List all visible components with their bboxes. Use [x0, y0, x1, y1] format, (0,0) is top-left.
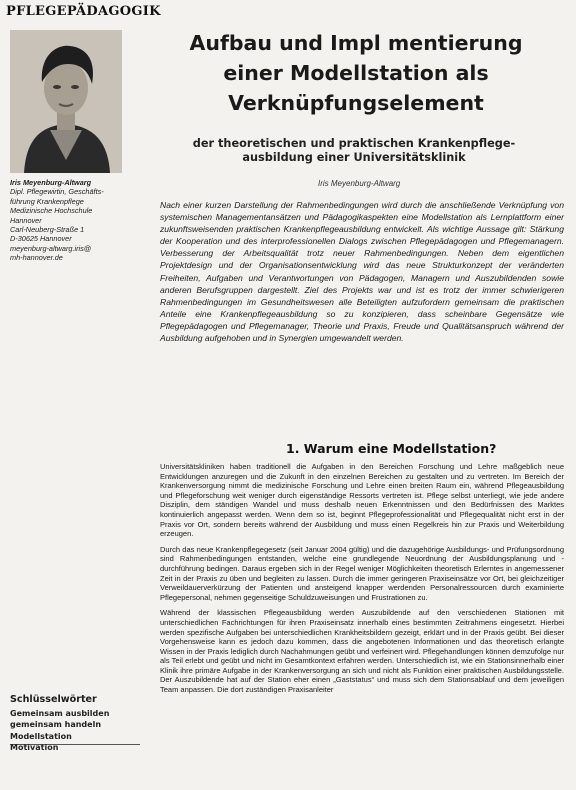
author-line: führung Krankenpflege: [10, 196, 84, 206]
author-email: meyenburg-altwarg.iris@: [10, 243, 92, 253]
body-paragraph: Durch das neue Krankenpflegegesetz (seit Januar 2004 gültig) und die dazugehörige Ausbildungs- und Prüfungsordnung sind Rahmenbedingungen entstanden, welche eine grundlegende Neuordnung der Ausbildungsplanung und -durchführung bedingen. Daraus ergeben sich in der Regel weniger Möglichkeiten theoretisch Erlerntes in angemessener Zeit in der Praxis zu üben und begleiten zu lassen. Durch die immer geringeren Praxiseinsätze vor Ort, bei gleichzeitiger Verweildauerverkürzung der Patienten und ansteigend knapper werdenden Personalressourcen durch examinierte Pflegepersonal, nehmen gegenseitige Schuldzuweisungen und Frustrationen zu.: [160, 544, 564, 602]
author-line: Carl-Neuberg-Straße 1: [10, 225, 85, 235]
keyword-item: Gemeinsam ausbilden: [10, 709, 110, 719]
article-subtitle: [168, 137, 540, 165]
abstract-text: Nach einer kurzen Darstellung der Rahmenbedingungen wird durch die anschließende Verknüpfung von systemischen Managementansätzen und Pädagogikaspekten eine Modellstation als Lernplattform einer zukunftsweisenden praktischen Krankenpflegeausbildung entwickelt. Als wichtige Aussage gilt: Stärkung der Kooperation und des interprofessionellen Dialogs zwischen Pflegepädagogen und Pflegemanagern. Verbesserung der Arbeitsqualität trotz neuer Rahmenbedingungen. Neben dem eigentlichen Projektdesign und der Organisationsentwicklung wird das neue Strukturkonzept der veränderten Freiheiten, Aufgaben und Verantwortungen von Pädagogen, Managern und Auszubildenden sowie anderen Berufsgruppen dargestellt. Ziel des Projekts war und ist es trotz der immer schwierigeren Rahmenbedingungen im Gesundheitswesen alle Beteiligten aufzufordern gemeinsam die praktischen Anteile eine Krankenpflegeausbildung so zu konzipieren, dass scheinbare Gegensätze wie Pflegepädagogen und Pflegemanager, Theorie und Praxis, Freude und Qualitätsanspruch während der Ausbildung aufgehoben und in Synergien umgewandelt werden.: [160, 200, 564, 344]
title-line-2: einer Modellstation als: [223, 61, 489, 85]
abstract: [160, 199, 564, 344]
title-line-3: Verknüpfungselement: [228, 91, 484, 115]
author-line: Hannover: [10, 215, 42, 225]
author-line: D-30625 Hannover: [10, 234, 72, 244]
keyword-item: Modellstation: [10, 731, 72, 741]
keywords-box: [10, 694, 152, 753]
author-photo: [10, 30, 122, 173]
author-line: Dipl. Pflegewirtin, Geschäfts-: [10, 187, 104, 197]
keywords-title: Schlüsselwörter: [10, 694, 97, 705]
section-heading: 1. Warum eine Modellstation?: [286, 441, 497, 456]
subtitle-line-1: der theoretischen und praktischen Krankenpflege-: [192, 137, 516, 150]
author-name: Iris Meyenburg-Altwarg: [10, 178, 92, 187]
body-text: [160, 462, 564, 701]
article-title: [176, 28, 536, 118]
keyword-item: gemeinsam handeln: [10, 720, 102, 730]
author-email-domain: mh-hannover.de: [10, 253, 63, 263]
keyword-item: Motivation: [10, 742, 59, 752]
title-line-1: Aufbau und Impl mentierung: [189, 31, 523, 55]
author-line: Medizinische Hochschule: [10, 206, 93, 216]
subtitle-line-2: ausbildung einer Universitätsklinik: [242, 151, 466, 164]
byline: Iris Meyenburg-Altwarg: [318, 179, 401, 188]
author-portrait-image: [10, 30, 122, 173]
author-info: [10, 178, 152, 263]
body-paragraph: Während der klassischen Pflegeausbildung werden Auszubildende auf den verschiedenen Stationen mit unterschiedlichen Fachrichtungen für ihren Praxiseinsatz innerhalb eines bestimmten Zeitrahmens eingesetzt. Hierbei werden spezifische Aufgaben bei unterschiedlichen Krankheitsbildern gezeigt, erklärt und in der Praxis geübt. Bei dieser Vorgehensweise kann es jedoch dazu kommen, dass die angebotenen Informationen und das theoretisch erlangte Wissen in der Praxis lediglich durch Nachahmungen geübt und verfeinert wird. Pflegehandlungen können demzufolge nur als Teil erlebt und geübt und nicht im Gesamtkontext erfahren werden. Unterschiedlich ist, wie ein Stationsinnerhalb einer Klinik ihre primäre Aufgabe in der Krankenversorgung an sich und nicht als Funktion einer praktischen Ausbildungsstelle. Der Auszubildende hat auf der Station eher einen „Gaststatus“ und muss sich dem Stationsablauf und dem jeweiligen Team anpassen. Die dort zuständigen Praxisanleiter: [160, 608, 564, 695]
body-paragraph: Universitätskliniken haben traditionell die Aufgaben in den Bereichen Forschung und Lehre maßgeblich neue Entwicklungen anzuregen und die Zukunft in den einzelnen Bereichen zu gestalten und zu vertreten. Im Bereich der Krankenversorgung nimmt die medizinische Forschung und Lehre einen breiten Raum ein, während Pflegeausbildung und Pflegeforschung weit weniger durch eigenständige Ressorts vertreten ist. Pflege selbst unterliegt, wie jede andere Disziplin, dem ständigen Wandel und muss deshalb neuen Erkenntnissen und den Bedürfnissen des Marktes kontinuierlich angepasst werden. Wenn dem so ist, beginnt Pflegeprofessionalität und Pflegequalität nicht erst in der Praxis vor Ort, sondern bereits während der Ausbildung und muss einen Regelkreis hin zur Praxis und Weiterbildung erzeugen.: [160, 462, 564, 539]
journal-title: PFLEGEPÄDAGOGIK: [6, 4, 161, 19]
